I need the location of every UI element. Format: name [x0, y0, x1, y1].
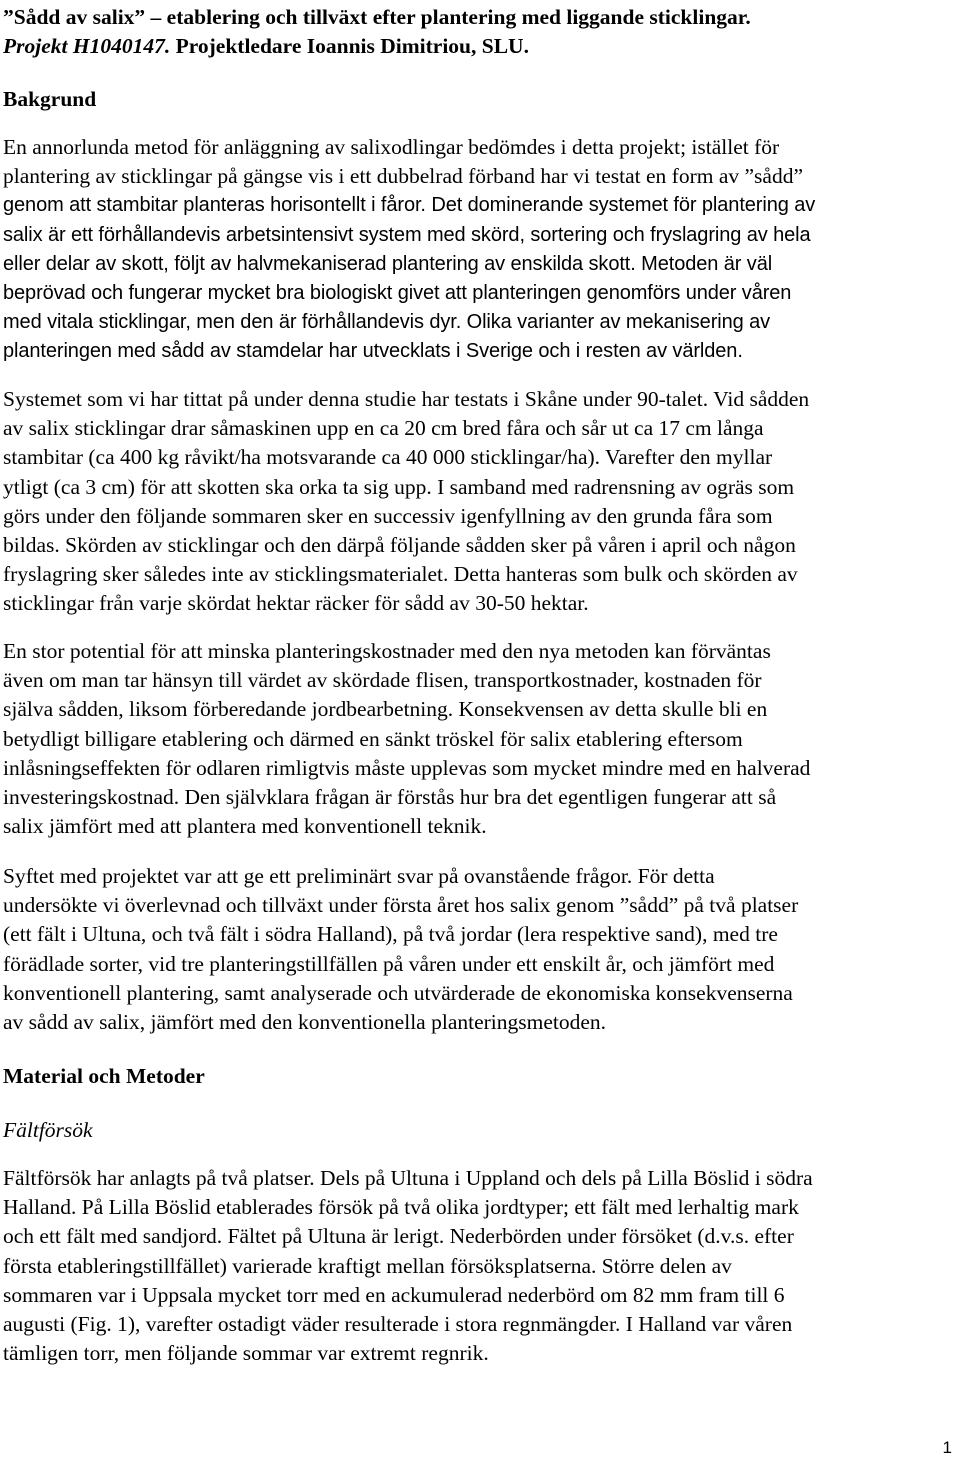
p2-line: stambitar (ca 400 kg råvikt/ha motsvarande ca 40 000 sticklingar/ha). Varefter den myllar: [3, 445, 773, 470]
p4-line: undersökte vi överlevnad och tillväxt under första året hos salix genom ”sådd” på två platser: [3, 893, 799, 918]
p5-line: Fältförsök har anlagts på två platser. Dels på Ultuna i Uppland och dels på Lilla Böslid i södra: [3, 1166, 813, 1190]
p5-line: augusti (Fig. 1), varefter ostadigt väder resulterade i stora regnmängder. I Halland var våren: [3, 1312, 793, 1337]
p2-line: fryslagring sker således inte av sticklingsmaterialet. Detta hanteras som bulk och skörden av: [3, 562, 798, 587]
p2-line: ytligt (ca 3 cm) för att skotten ska orka ta sig upp. I samband med radrensning av ogräs som: [3, 474, 795, 499]
title-line-2: [3, 32, 751, 61]
p3-line: investeringskostnad. Den självklara frågan är förstås hur bra det egentligen fungerar att så: [3, 785, 777, 810]
p2-line: görs under den följande sommaren sker en successiv igenfyllning av den grunda fåra som: [3, 503, 773, 528]
p1-line: salix är ett förhållandevis arbetsintensivt system med skörd, sortering och fryslagring av hela: [3, 223, 811, 246]
p2-line: sticklingar från varje skördat hektar räcker för sådd av 30-50 hektar.: [3, 591, 589, 616]
p3-line: betydligt billigare etablering och därmed en sänkt tröskel för salix etablering eftersom: [3, 726, 743, 751]
p5-line: och ett fält med sandjord. Fältet på Ultuna är lerigt. Nederbörden under försöket (d.v.s. efter: [3, 1224, 794, 1249]
subsection-heading-faltforsok: Fältförsök: [3, 1118, 93, 1142]
p3-line: själva sådden, liksom förberedande jordbearbetning. Konsekvensen av detta skulle bli en: [3, 697, 768, 722]
p1-line: med vitala sticklingar, men den är förhållandevis dyr. Olika varianter av mekanisering av: [3, 311, 771, 334]
p3-line: salix jämfört med att plantera med konventionell teknik.: [3, 814, 487, 839]
p5-line: sommaren var i Uppsala mycket torr med en ackumulerad nederbörd om 82 mm fram till 6: [3, 1282, 785, 1307]
p1-line: genom att stambitar planteras horisontellt i fåror. Det dominerande systemet för plantering av: [3, 194, 816, 217]
document-title: [3, 3, 751, 61]
paragraph-4: [3, 862, 958, 1037]
p2-line: Systemet som vi har tittat på under denna studie har testats i Skåne under 90-talet. Vid sådden: [3, 387, 810, 411]
title-line-1: ”Sådd av salix” – etablering och tillväxt efter plantering med liggande sticklingar.: [3, 5, 751, 29]
p3-line: inlåsningseffekten för odlaren rimligtvis måste upplevas som mycket mindre med en halverad: [3, 755, 811, 780]
p1-line: plantering av sticklingar på gängse vis i ett dubbelrad förband har vi testat en form av ”sådd”: [3, 164, 804, 189]
p3-line: En stor potential för att minska planteringskostnader med den nya metoden kan förväntas: [3, 639, 771, 663]
p1-line: planteringen med sådd av stamdelar har utvecklats i Sverige och i resten av världen.: [3, 340, 743, 363]
p4-line: (ett fält i Ultuna, och två fält i södra Halland), på två jordar (lera respektive sand), med tre: [3, 922, 778, 947]
p4-line: Syftet med projektet var att ge ett preliminärt svar på ovanstående frågor. För detta: [3, 864, 715, 888]
p2-line: av salix sticklingar drar såmaskinen upp en ca 20 cm bred fåra och sår ut ca 17 cm långa: [3, 416, 764, 441]
p1-line: beprövad och fungerar mycket bra biologiskt givet att planteringen genomförs under våren: [3, 282, 792, 305]
p3-line: även om man tar hänsyn till värdet av skördade flisen, transportkostnader, kostnaden för: [3, 668, 762, 693]
p4-line: förädlade sorter, vid tre planteringstillfällen på våren under ett enskilt år, och jämfört med: [3, 951, 775, 976]
section-heading-material-och-metoder: Material och Metoder: [3, 1064, 205, 1088]
project-leader: Projektledare Ioannis Dimitriou, SLU.: [170, 34, 529, 58]
p5-line: första etableringstillfället) varierade kraftigt mellan försöksplatserna. Större delen av: [3, 1253, 732, 1278]
p4-line: konventionell plantering, samt analyserade och utvärderade de ekonomiska konsekvenserna: [3, 980, 793, 1005]
p4-line: av sådd av salix, jämfört med den konventionella planteringsmetoden.: [3, 1010, 607, 1035]
paragraph-5: [3, 1164, 958, 1368]
section-heading-bakgrund: Bakgrund: [3, 87, 97, 111]
p1-line: eller delar av skott, följt av halvmekaniserad plantering av enskilda skott. Metoden är väl: [3, 252, 773, 275]
page-number: 1: [942, 1438, 952, 1457]
paragraph-2: [3, 385, 958, 619]
p2-line: bildas. Skörden av sticklingar och den därpå följande sådden sker på våren i april och någon: [3, 533, 796, 558]
p5-line: Halland. På Lilla Böslid etablerades försök på två olika jordtyper; ett fält med lerhaltig mark: [3, 1195, 799, 1220]
p1-line: En annorlunda metod för anläggning av salixodlingar bedömdes i detta projekt; istället för: [3, 135, 780, 159]
p5-line: tämligen torr, men följande sommar var extremt regnrik.: [3, 1341, 489, 1366]
paragraph-3: [3, 637, 958, 841]
paragraph-1: [3, 133, 958, 367]
project-id: Projekt H1040147.: [3, 34, 171, 58]
